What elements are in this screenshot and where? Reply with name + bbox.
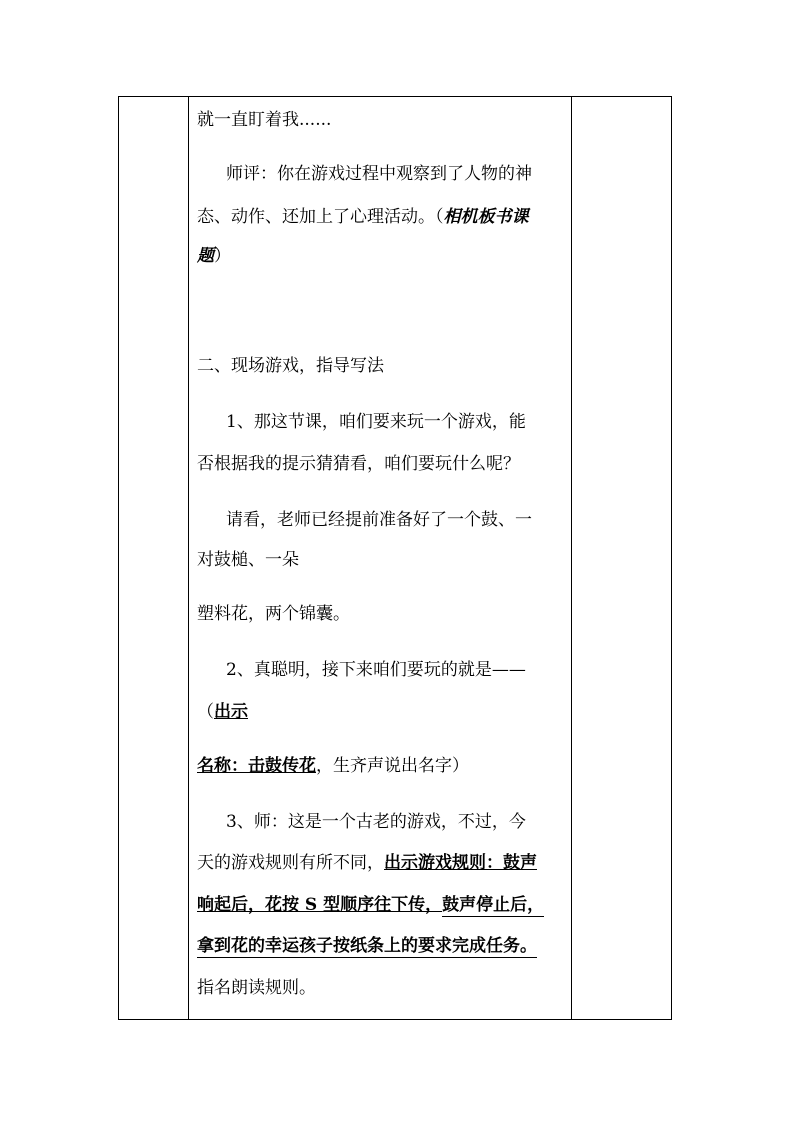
text-run-bold-underline: ：鼓声 <box>486 853 537 873</box>
text-line <box>197 755 469 777</box>
text-run-bold-italic: 相机板书课 <box>443 207 529 227</box>
text-run: （ <box>197 702 214 722</box>
text-line <box>197 701 248 723</box>
text-line: 塑料花，两个锦囊。 <box>197 604 350 624</box>
text-run: ） <box>214 246 231 266</box>
text-line <box>197 935 537 957</box>
text-run-bold-rule: 鼓声停止后， <box>442 895 545 915</box>
text-run-bold-rule: 拿到花的幸运孩子按纸条上的要求完成任务。 <box>197 936 537 956</box>
text-line: 就一直盯着我...... <box>197 110 332 130</box>
text-line: 否根据我的提示猜猜看，咱们要玩什么呢？ <box>197 454 520 474</box>
text-run-bold-italic: 题 <box>197 246 214 266</box>
text-line: 1、那这节课，咱们要来玩一个游戏，能 <box>226 412 526 432</box>
text-run: 天的游戏规则有所不同， <box>197 853 384 873</box>
text-line <box>197 894 544 916</box>
text-run-bold-underline: 名称：击鼓传花 <box>197 756 316 776</box>
table-col-left <box>119 97 189 1019</box>
text-line: 师评：你在游戏过程中观察到了人物的神 <box>226 164 532 184</box>
text-run: ，生齐声说出名字） <box>316 756 469 776</box>
text-run: 态、动作、还加上了心理活动。（ <box>197 207 444 227</box>
text-run-bold-underline: 响起后，花按 S 型顺序往下传， <box>197 895 443 915</box>
text-line <box>197 852 537 874</box>
lesson-table <box>118 96 672 1020</box>
text-line: 指名朗读规则。 <box>197 978 316 998</box>
text-line <box>197 206 529 228</box>
text-line: 请看，老师已经提前准备好了一个鼓、一 <box>226 510 532 530</box>
table-col-content <box>189 97 572 1019</box>
text-run-bold-underline: 出示 <box>214 702 248 722</box>
text-line <box>197 245 231 267</box>
section-heading: 二、现场游戏，指导写法 <box>197 356 384 376</box>
table-col-right <box>572 97 671 1019</box>
text-run-bold-underline: 出示游戏规则 <box>384 853 486 873</box>
text-line: 3、师：这是一个古老的游戏，不过，今 <box>226 812 526 832</box>
text-line: 2、真聪明，接下来咱们要玩的就是—— <box>226 660 526 680</box>
text-line: 对鼓槌、一朵 <box>197 550 299 570</box>
